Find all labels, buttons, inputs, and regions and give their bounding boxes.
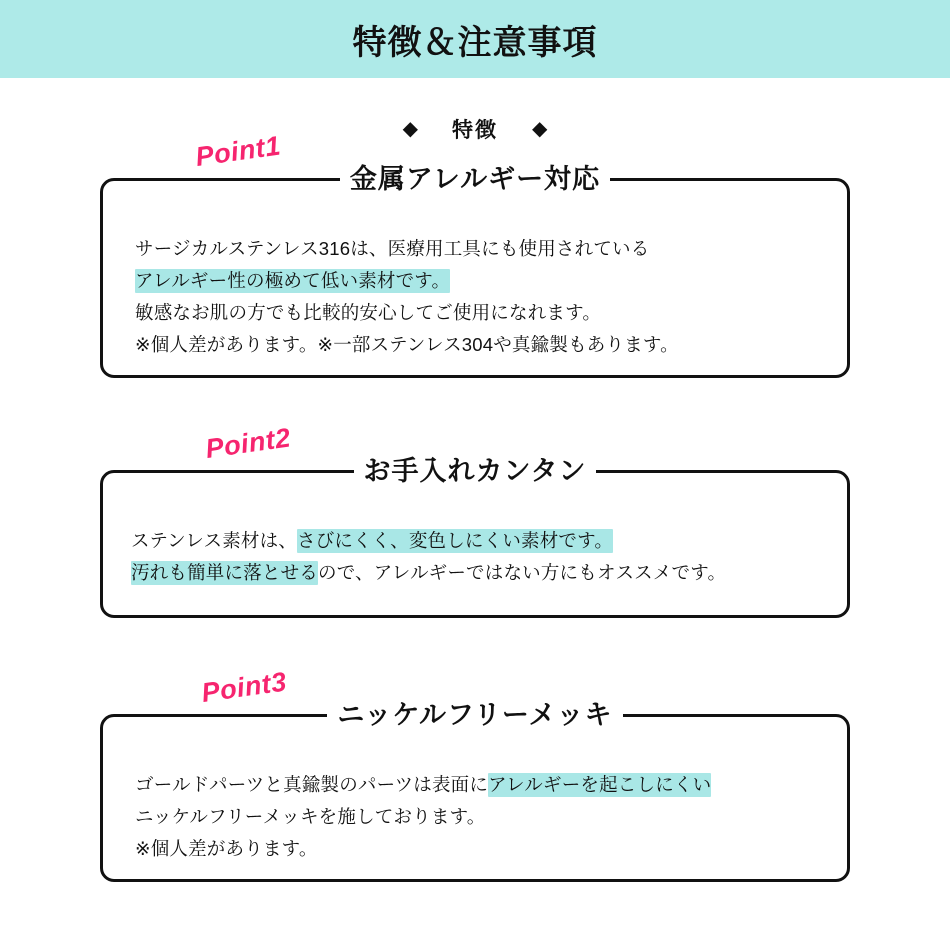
- body-line: 汚れも簡単に落とせるので、アレルギーではない方にもオススメです。: [131, 562, 727, 583]
- body-line: サージカルステンレス316は、医療用工具にも使用されている: [135, 238, 650, 259]
- highlighted-text: アレルギーを起こしにくい: [488, 774, 712, 795]
- point-badge-3: Point3: [199, 666, 289, 709]
- header-band: [0, 0, 950, 78]
- body-line: ステンレス素材は、さびにくく、変色しにくい素材です。: [131, 530, 614, 551]
- point-block-3: [100, 666, 850, 882]
- title-rule-left: [227, 714, 309, 717]
- point-card-body-2: [129, 525, 821, 589]
- point-card-title-wrap-3: [103, 698, 847, 732]
- body-line: ゴールドパーツと真鍮製のパーツは表面にアレルギーを起こしにくい: [135, 774, 712, 795]
- title-rule-right: [641, 714, 723, 717]
- body-line: [135, 265, 821, 297]
- highlighted-text: さびにくく、変色しにくい素材です。: [297, 530, 614, 551]
- body-line: ※個人差があります。: [135, 838, 318, 859]
- point-card-title-3: ニッケルフリーメッキ: [327, 698, 622, 732]
- highlighted-text: アレルギー性の極めて低い素材です。: [135, 270, 451, 291]
- title-rule-right: [628, 178, 710, 181]
- point-badge-2: Point2: [203, 422, 293, 465]
- point-card-title-1: 金属アレルギー対応: [340, 162, 610, 196]
- point-card-title-wrap-2: [103, 454, 847, 488]
- section-heading-label: 特徴: [452, 119, 498, 142]
- point-card-2: [100, 456, 850, 618]
- diamond-left-icon: ◆: [402, 118, 418, 140]
- title-rule-right: [614, 470, 696, 473]
- point-card-body-1: [129, 233, 821, 361]
- title-rule-left: [254, 470, 336, 473]
- section-heading: [0, 114, 950, 144]
- page-title: 特徴＆注意事項: [352, 23, 598, 62]
- point-badge-1: Point1: [193, 130, 283, 173]
- point-block-2: [100, 422, 850, 618]
- body-line: ※個人差があります。※一部ステンレス304や真鍮製もあります。: [135, 334, 679, 355]
- point-card-title-wrap-1: [103, 162, 847, 196]
- diamond-right-icon: ◆: [532, 118, 548, 140]
- highlighted-text: 汚れも簡単に落とせる: [131, 562, 319, 583]
- body-line: ニッケルフリーメッキを施しております。: [135, 806, 486, 827]
- title-rule-left: [240, 178, 322, 181]
- point-card-title-2: お手入れカンタン: [354, 454, 597, 488]
- point-card-3: [100, 700, 850, 882]
- body-line: 敏感なお肌の方でも比較的安心してご使用になれます。: [135, 302, 602, 323]
- point-card-body-3: [129, 769, 821, 865]
- point-card-1: [100, 164, 850, 378]
